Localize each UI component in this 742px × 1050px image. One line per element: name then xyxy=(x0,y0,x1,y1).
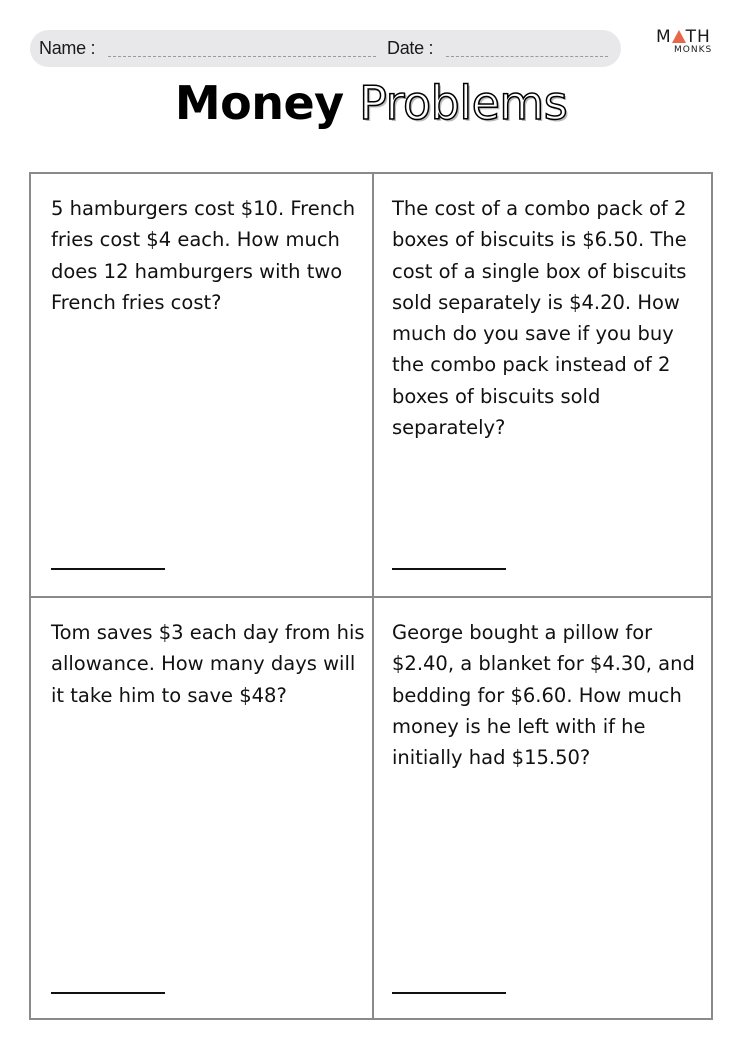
problem-text: The cost of a combo pack of 2 boxes of biscuits is $6.50. The cost of a single box of biscuits sold separately is $4.20. How much do you save if you buy the combo pack instead of 2 boxes of biscuits sold separately? xyxy=(392,197,687,440)
answer-line[interactable] xyxy=(51,992,165,994)
page-title xyxy=(0,76,742,130)
math-monks-logo xyxy=(656,27,716,57)
problem-text: Tom saves $3 each day from his allowance. How many days will it take him to save $48? xyxy=(51,621,365,707)
answer-line[interactable] xyxy=(392,992,506,994)
name-field[interactable] xyxy=(108,56,376,57)
triangle-icon xyxy=(672,30,686,43)
problem-cell-1 xyxy=(31,174,372,596)
problem-cell-2 xyxy=(372,174,713,596)
answer-line[interactable] xyxy=(392,568,506,570)
title-outline: Problems xyxy=(359,76,568,130)
logo-math-text: M TH xyxy=(656,27,711,47)
problem-text: 5 hamburgers cost $10. French fries cost $4 each. How much does 12 hamburgers with two French fries cost? xyxy=(51,197,356,314)
date-field[interactable] xyxy=(446,56,608,57)
problem-cell-4 xyxy=(372,598,713,1020)
answer-line[interactable] xyxy=(51,568,165,570)
problem-cell-3 xyxy=(31,598,372,1020)
title-solid: Money xyxy=(174,76,344,130)
problem-text: George bought a pillow for $2.40, a blanket for $4.30, and bedding for $6.60. How much money is he left with if he initially had $15.50? xyxy=(392,621,695,770)
name-date-bar xyxy=(30,30,621,67)
date-label: Date : xyxy=(387,38,434,58)
logo-monks-text: MONKS xyxy=(674,45,713,55)
name-label: Name : xyxy=(39,38,96,58)
problems-grid xyxy=(29,172,713,1020)
